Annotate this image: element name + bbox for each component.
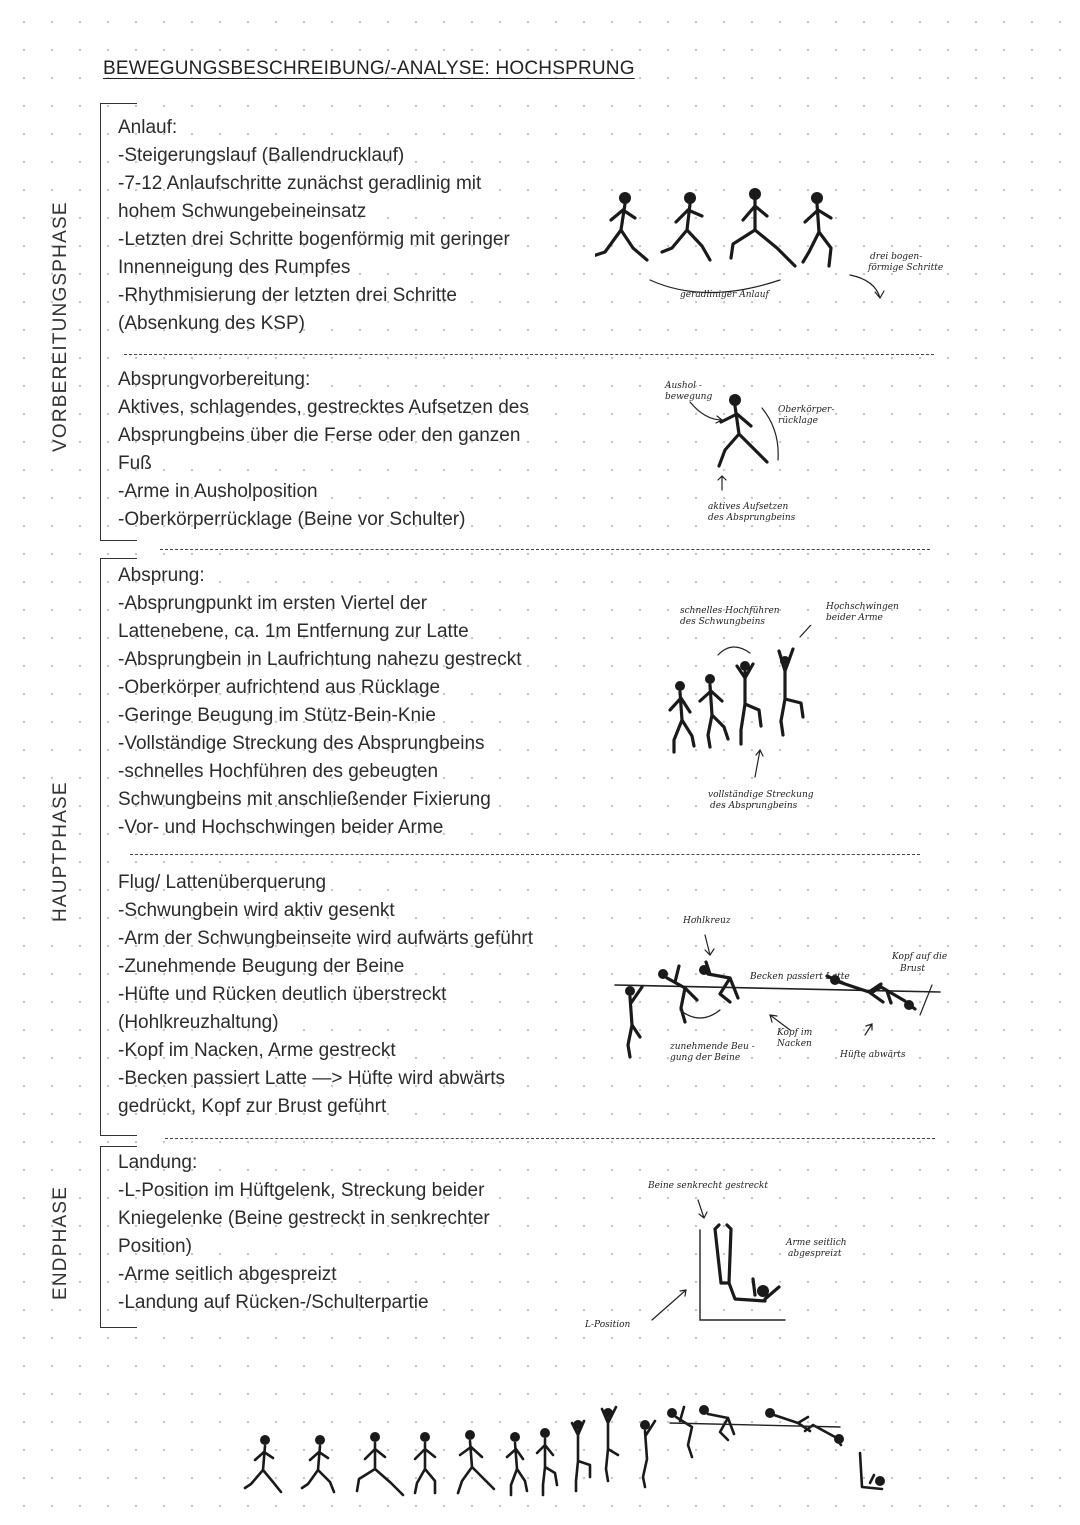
- text-line: -Absprungpunkt im ersten Viertel der: [118, 593, 428, 614]
- phase-label-end: ENDPHASE: [50, 1185, 71, 1300]
- note-vollstaendige-streckung: vollständige Streckung: [708, 790, 814, 800]
- note-schnelles-hochfuehren: schnelles Hochführen: [680, 606, 780, 616]
- arrow-l-position: [652, 1290, 686, 1320]
- note-huefte-abwaerts: Hüfte abwärts: [840, 1050, 906, 1060]
- runner-figure: [731, 188, 795, 266]
- text-line: -Letzten drei Schritte bogenförmig mit geringer: [118, 229, 510, 250]
- text-line: -Kopf im Nacken, Arme gestreckt: [118, 1040, 396, 1061]
- phase-label-vorbereitung: VORBEREITUNGSPHASE: [50, 201, 71, 452]
- takeoff-figure: [737, 661, 761, 744]
- note-hochschwingen: Hochschwingen: [826, 602, 899, 612]
- text-line: Lattenebene, ca. 1m Entfernung zur Latte: [118, 621, 469, 642]
- flight-figure: [699, 962, 738, 1002]
- text-line: -Rhythmisierung der letzten drei Schritte: [118, 285, 457, 306]
- section-heading: Anlauf:: [118, 117, 178, 138]
- text-line: -Steigerungslauf (Ballendrucklauf): [118, 145, 405, 166]
- note-drei-bogen: drei bogen-: [870, 252, 923, 262]
- note-foermige-schritte: förmige Schritte: [868, 263, 944, 273]
- section-heading: Flug/ Lattenüberquerung: [118, 872, 327, 893]
- note-beider-arme: beider Arme: [826, 613, 883, 623]
- text-line: -Schwungbein wird aktiv gesenkt: [118, 900, 395, 921]
- landing-mat: [700, 1230, 785, 1320]
- text-line: Position): [118, 1236, 192, 1257]
- note-ruecklage: rücklage: [778, 416, 818, 426]
- note-abgespreizt: abgespreizt: [788, 1249, 842, 1259]
- text-line: -Arm der Schwungbeinseite wird aufwärts geführt: [118, 928, 534, 949]
- arrow-arme: [800, 625, 820, 637]
- note-brust: Brust: [900, 964, 925, 974]
- phase-label-haupt: HAUPTPHASE: [50, 781, 71, 922]
- note-bewegung: bewegung: [665, 392, 713, 402]
- curve-beugung: [680, 1010, 720, 1018]
- section-absprung: [118, 562, 521, 842]
- text-line: -Becken passiert Latte —> Hüfte wird abwärts: [118, 1068, 506, 1089]
- curve-rucklage: [762, 408, 778, 460]
- text-line: -Oberkörperrücklage (Beine vor Schulter): [118, 509, 466, 530]
- note-oberkoerper: Oberkörper-: [778, 405, 835, 415]
- text-line: -Landung auf Rücken-/Schulterpartie: [118, 1292, 429, 1313]
- arrow-curve: [850, 275, 884, 298]
- runner-figure: [662, 192, 710, 260]
- note-des-schwungbeins: des Schwungbeins: [680, 617, 766, 627]
- section-absprungvorbereitung: [118, 366, 529, 534]
- note-becken-passiert: Becken passiert Latte: [750, 972, 850, 982]
- text-line: (Hohlkreuzhaltung): [118, 1012, 279, 1033]
- section-heading: Absprungvorbereitung:: [118, 369, 311, 390]
- text-line: -Oberkörper aufrichtend aus Rücklage: [118, 677, 441, 698]
- text-line: Fuß: [118, 453, 152, 474]
- note-nacken: Nacken: [777, 1039, 812, 1049]
- note-aktives-aufsetzen: aktives Aufsetzen: [708, 502, 789, 512]
- curve-schwungbein: [718, 647, 750, 655]
- note-hohlkreuz: Hohlkreuz: [683, 916, 731, 926]
- note-beine-senkrecht: Beine senkrecht gestreckt: [648, 1181, 769, 1191]
- separator-1: [124, 354, 934, 355]
- takeoff-figure: [700, 674, 728, 747]
- section-heading: Landung:: [118, 1152, 198, 1173]
- text-line: Absprungbeins über die Ferse oder den ganzen: [118, 425, 521, 446]
- high-jump-bar: [615, 985, 940, 992]
- text-line: Schwungbeins mit anschließender Fixierung: [118, 789, 491, 810]
- note-arme-seitlich: Arme seitlich: [786, 1238, 847, 1248]
- text-line: Aktives, schlagendes, gestrecktes Aufsetzen des: [118, 397, 529, 418]
- note-kopf-auf-die: Kopf auf die: [892, 952, 948, 962]
- text-line: -Absprungbein in Laufrichtung nahezu gestreckt: [118, 649, 522, 670]
- text-line: -Vollständige Streckung des Absprungbeins: [118, 733, 485, 754]
- text-line: Innenneigung des Rumpfes: [118, 257, 351, 278]
- arrow-beine: [698, 1200, 707, 1218]
- note-des-absprungbeins-2: des Absprungbeins: [710, 801, 798, 811]
- text-line: -Arme in Ausholposition: [118, 481, 318, 502]
- note-des-absprungbeins: des Absprungbeins: [708, 513, 796, 523]
- section-heading: Absprung:: [118, 565, 205, 586]
- flight-figure: [658, 966, 697, 1022]
- note-kopf-im: Kopf im: [777, 1028, 813, 1038]
- sketch-landung: [640, 1190, 840, 1330]
- takeoff-figure: [670, 681, 694, 752]
- page-title: BEWEGUNGSBESCHREIBUNG/-ANALYSE: HOCHSPRUNG: [103, 58, 635, 79]
- text-line: -Geringe Beugung im Stütz-Bein-Knie: [118, 705, 436, 726]
- note-geradliniger-anlauf: geradliniger Anlauf: [680, 290, 769, 300]
- arrow-aushol: [690, 402, 722, 423]
- sketch-full-sequence: [240, 1395, 910, 1505]
- separator-3: [130, 854, 920, 855]
- note-gung-der-beine: gung der Beine: [670, 1053, 741, 1063]
- arrow-streckung: [755, 750, 763, 777]
- separator-2: [160, 549, 930, 550]
- text-line: -Vor- und Hochschwingen beider Arme: [118, 817, 444, 838]
- runner-figure: [595, 192, 647, 260]
- text-line: -L-Position im Hüftgelenk, Streckung beider: [118, 1180, 485, 1201]
- arrow-hohlkreuz: [705, 935, 714, 955]
- text-line: -Arme seitlich abgespreizt: [118, 1264, 337, 1285]
- separator-4: [165, 1138, 935, 1139]
- runner-figure: [803, 192, 831, 266]
- sketch-absprung: [660, 625, 850, 785]
- text-line: -Zunehmende Beugung der Beine: [118, 956, 405, 977]
- text-line: -7-12 Anlaufschritte zunächst geradlinig mit: [118, 173, 482, 194]
- note-zunehmende: zunehmende Beu -: [670, 1042, 755, 1052]
- takeoff-prep-figure: [719, 394, 767, 466]
- arrow-aufsetzen: [718, 476, 726, 490]
- text-line: -Hüfte und Rücken deutlich überstreckt: [118, 984, 447, 1005]
- note-aushol: Aushol -: [665, 381, 702, 391]
- flight-figure: [625, 986, 642, 1057]
- section-landung: [118, 1149, 490, 1317]
- section-flug: [118, 869, 533, 1121]
- arrow-kopf-brust: [920, 985, 932, 1015]
- text-line: -schnelles Hochführen des gebeugten: [118, 761, 439, 782]
- section-anlauf: [118, 114, 510, 338]
- text-line: (Absenkung des KSP): [118, 313, 305, 334]
- landing-figure: [715, 1225, 779, 1301]
- takeoff-figure: [779, 649, 803, 735]
- text-line: hohem Schwungebeineinsatz: [118, 201, 367, 222]
- arrow-huefte: [865, 1024, 872, 1035]
- text-line: gedrückt, Kopf zur Brust geführt: [118, 1096, 387, 1117]
- text-line: Kniegelenke (Beine gestreckt in senkrechter: [118, 1208, 490, 1229]
- note-l-position: L-Position: [585, 1320, 631, 1330]
